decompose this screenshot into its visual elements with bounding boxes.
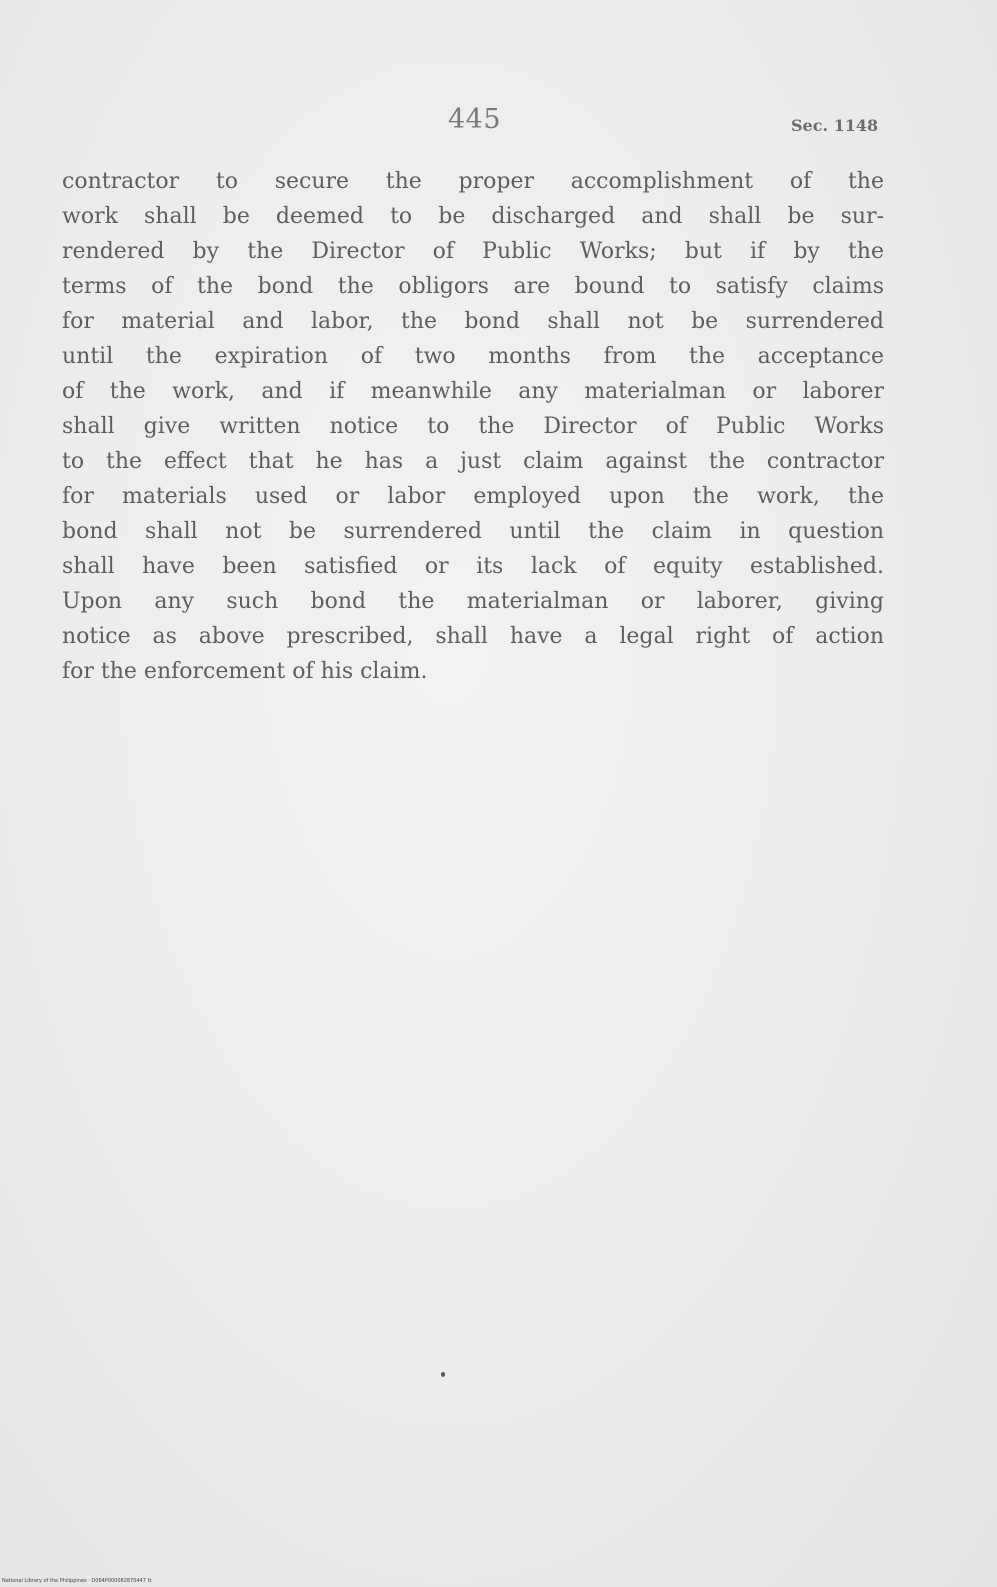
scan-credit: National Library of the Philippines · D064P000082870447 tt bbox=[2, 1578, 152, 1584]
section-label: Sec. 1148 bbox=[791, 116, 879, 135]
text-line: for materials used or labor employed upon the work, the bbox=[62, 484, 884, 509]
text-line: bond shall not be surrendered until the claim in question bbox=[62, 519, 884, 544]
text-line: for the enforcement of his claim. bbox=[62, 659, 428, 684]
body-text bbox=[62, 164, 884, 689]
text-line: contractor to secure the proper accomplishment of the bbox=[62, 169, 884, 194]
text-line: until the expiration of two months from the acceptance bbox=[62, 344, 884, 369]
text-line: terms of the bond the obligors are bound to satisfy claims bbox=[62, 274, 884, 299]
text-line: shall give written notice to the Director of Public Works bbox=[62, 414, 884, 439]
text-line: rendered by the Director of Public Works; but if by the bbox=[62, 239, 884, 264]
text-line: of the work, and if meanwhile any materialman or laborer bbox=[62, 379, 884, 404]
text-line: notice as above prescribed, shall have a legal right of action bbox=[62, 624, 884, 649]
text-line: Upon any such bond the materialman or laborer, giving bbox=[62, 589, 884, 614]
text-line: shall have been satisfied or its lack of equity established. bbox=[62, 554, 884, 579]
text-line: work shall be deemed to be discharged and shall be sur- bbox=[62, 204, 884, 229]
page-number: 445 bbox=[448, 104, 502, 135]
text-line: to the effect that he has a just claim against the contractor bbox=[62, 449, 884, 474]
ink-speck bbox=[441, 1372, 445, 1377]
page-header bbox=[0, 104, 997, 144]
text-line: for material and labor, the bond shall not be surrendered bbox=[62, 309, 884, 334]
